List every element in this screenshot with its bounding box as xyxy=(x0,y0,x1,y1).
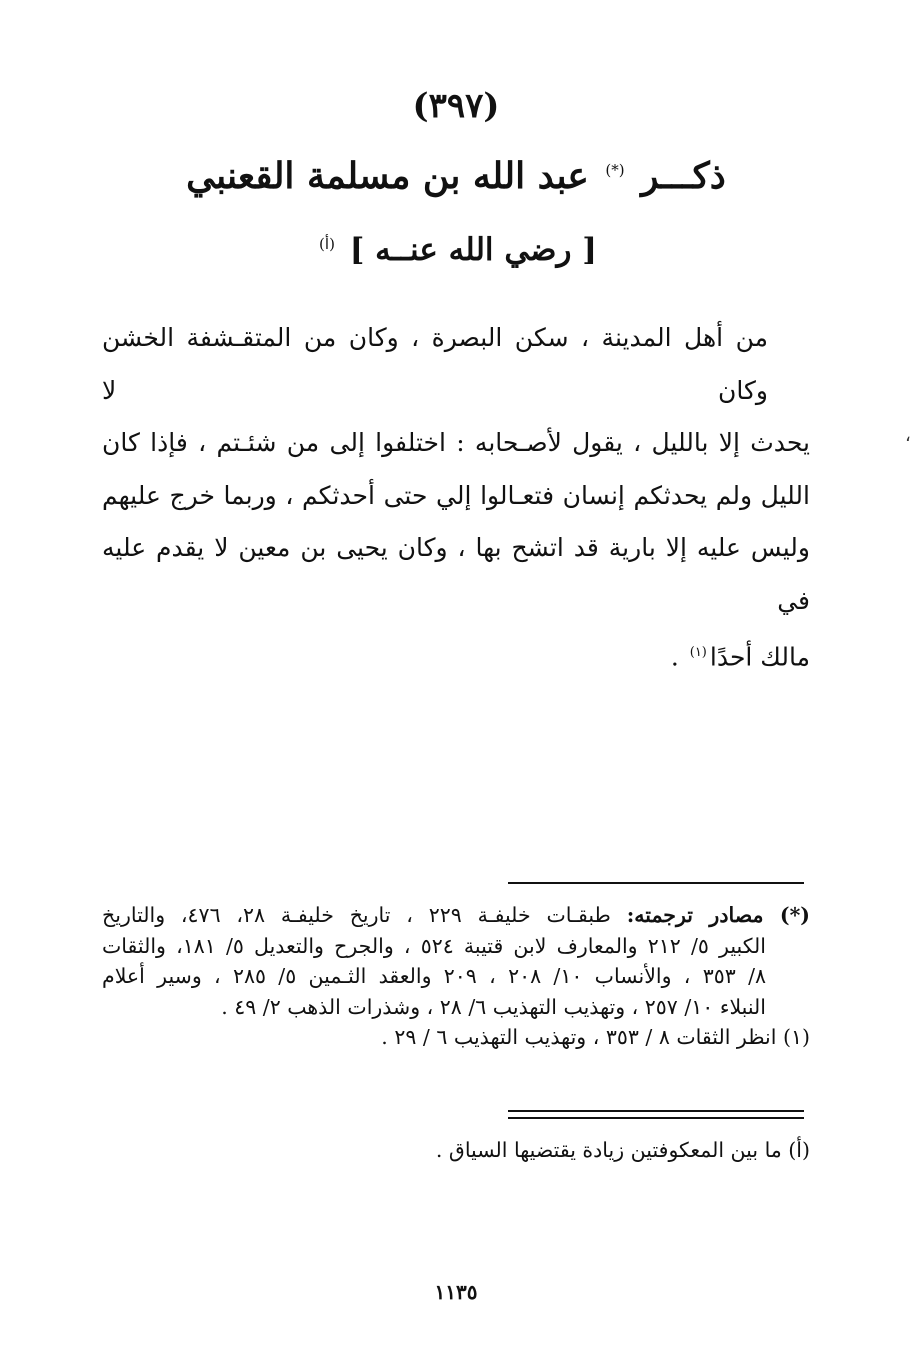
biography-paragraph xyxy=(102,312,810,684)
paragraph-last-line xyxy=(102,627,810,684)
footnotes xyxy=(102,900,810,1053)
sources-label: (*) مصادر ترجمته: xyxy=(626,903,811,927)
footnote-sources-line: ٨/ ٣٥٣ ، والأنساب ١٠/ ٢٠٨ ، ٢٠٩ والعقد الثـمين ٥/ ٢٨٥ ، وسير أعلام xyxy=(102,964,766,988)
subtitle-note-marker: (أ) xyxy=(319,234,335,253)
title-prefix: ذكـــر xyxy=(641,155,726,197)
paragraph-line: الليل ولم يحدثكم إنسان فتعـالوا إلي حتى أحدثكم ، وربما خرج عليهم xyxy=(102,480,810,510)
paragraph-line: يحدث إلا بالليل ، يقول لأصـحابه : اختلفوا إلى من شئـتم ، فإذا كان xyxy=(102,428,810,457)
title-name: عبد الله بن مسلمة القعنبي xyxy=(186,155,589,197)
footnote-1: (١) انظر الثقات ٨ / ٣٥٣ ، وتهذيب التهذيب ٦ / ٢٩ . xyxy=(381,1025,810,1049)
last-line-text: مالك أحدًا xyxy=(709,642,810,672)
entry-number: (٣٩٧) xyxy=(412,86,500,126)
editor-note-separator xyxy=(508,1110,804,1119)
title-footnote-marker: (*) xyxy=(605,161,625,179)
entry-title xyxy=(0,155,912,197)
paragraph-line: من أهل المدينة ، سكن البصرة ، وكان من المتقـشفة الخشن وكان لا xyxy=(102,323,768,405)
paragraph-line: وليس عليه إلا بارية قد اتشح بها ، وكان يحيى بن معين لا يقدم عليه في xyxy=(102,533,810,615)
entry-subtitle xyxy=(0,232,912,268)
footnote-separator xyxy=(508,882,804,884)
page-number: ١١٣٥ xyxy=(434,1280,478,1304)
subtitle-text: [ رضي الله عنــه ] xyxy=(349,232,597,268)
footnote-sources-line xyxy=(102,900,810,931)
sources-text: طبقـات خليفـة ٢٢٩ ، تاريخ خليفـة ٢٨، ٤٧٦، والتاريخ xyxy=(102,903,611,927)
margin-mark: ، xyxy=(905,425,911,446)
footnote-sources-line: النبلاء ١٠/ ٢٥٧ ، وتهذيب التهذيب ٦/ ٢٨ ، وشذرات الذهب ٢/ ٤٩ . xyxy=(221,994,766,1019)
last-line-end: . xyxy=(670,642,679,672)
editor-note: (أ) ما بين المعكوفتين زيادة يقتضيها السياق . xyxy=(435,1138,810,1162)
footnote-ref-1: (١) xyxy=(689,645,707,660)
footnote-sources-line: الكبير ٥/ ٢١٢ والمعارف لابن قتيبة ٥٢٤ ، والجرح والتعديل ٥/ ١٨١، والثقات xyxy=(102,933,766,958)
